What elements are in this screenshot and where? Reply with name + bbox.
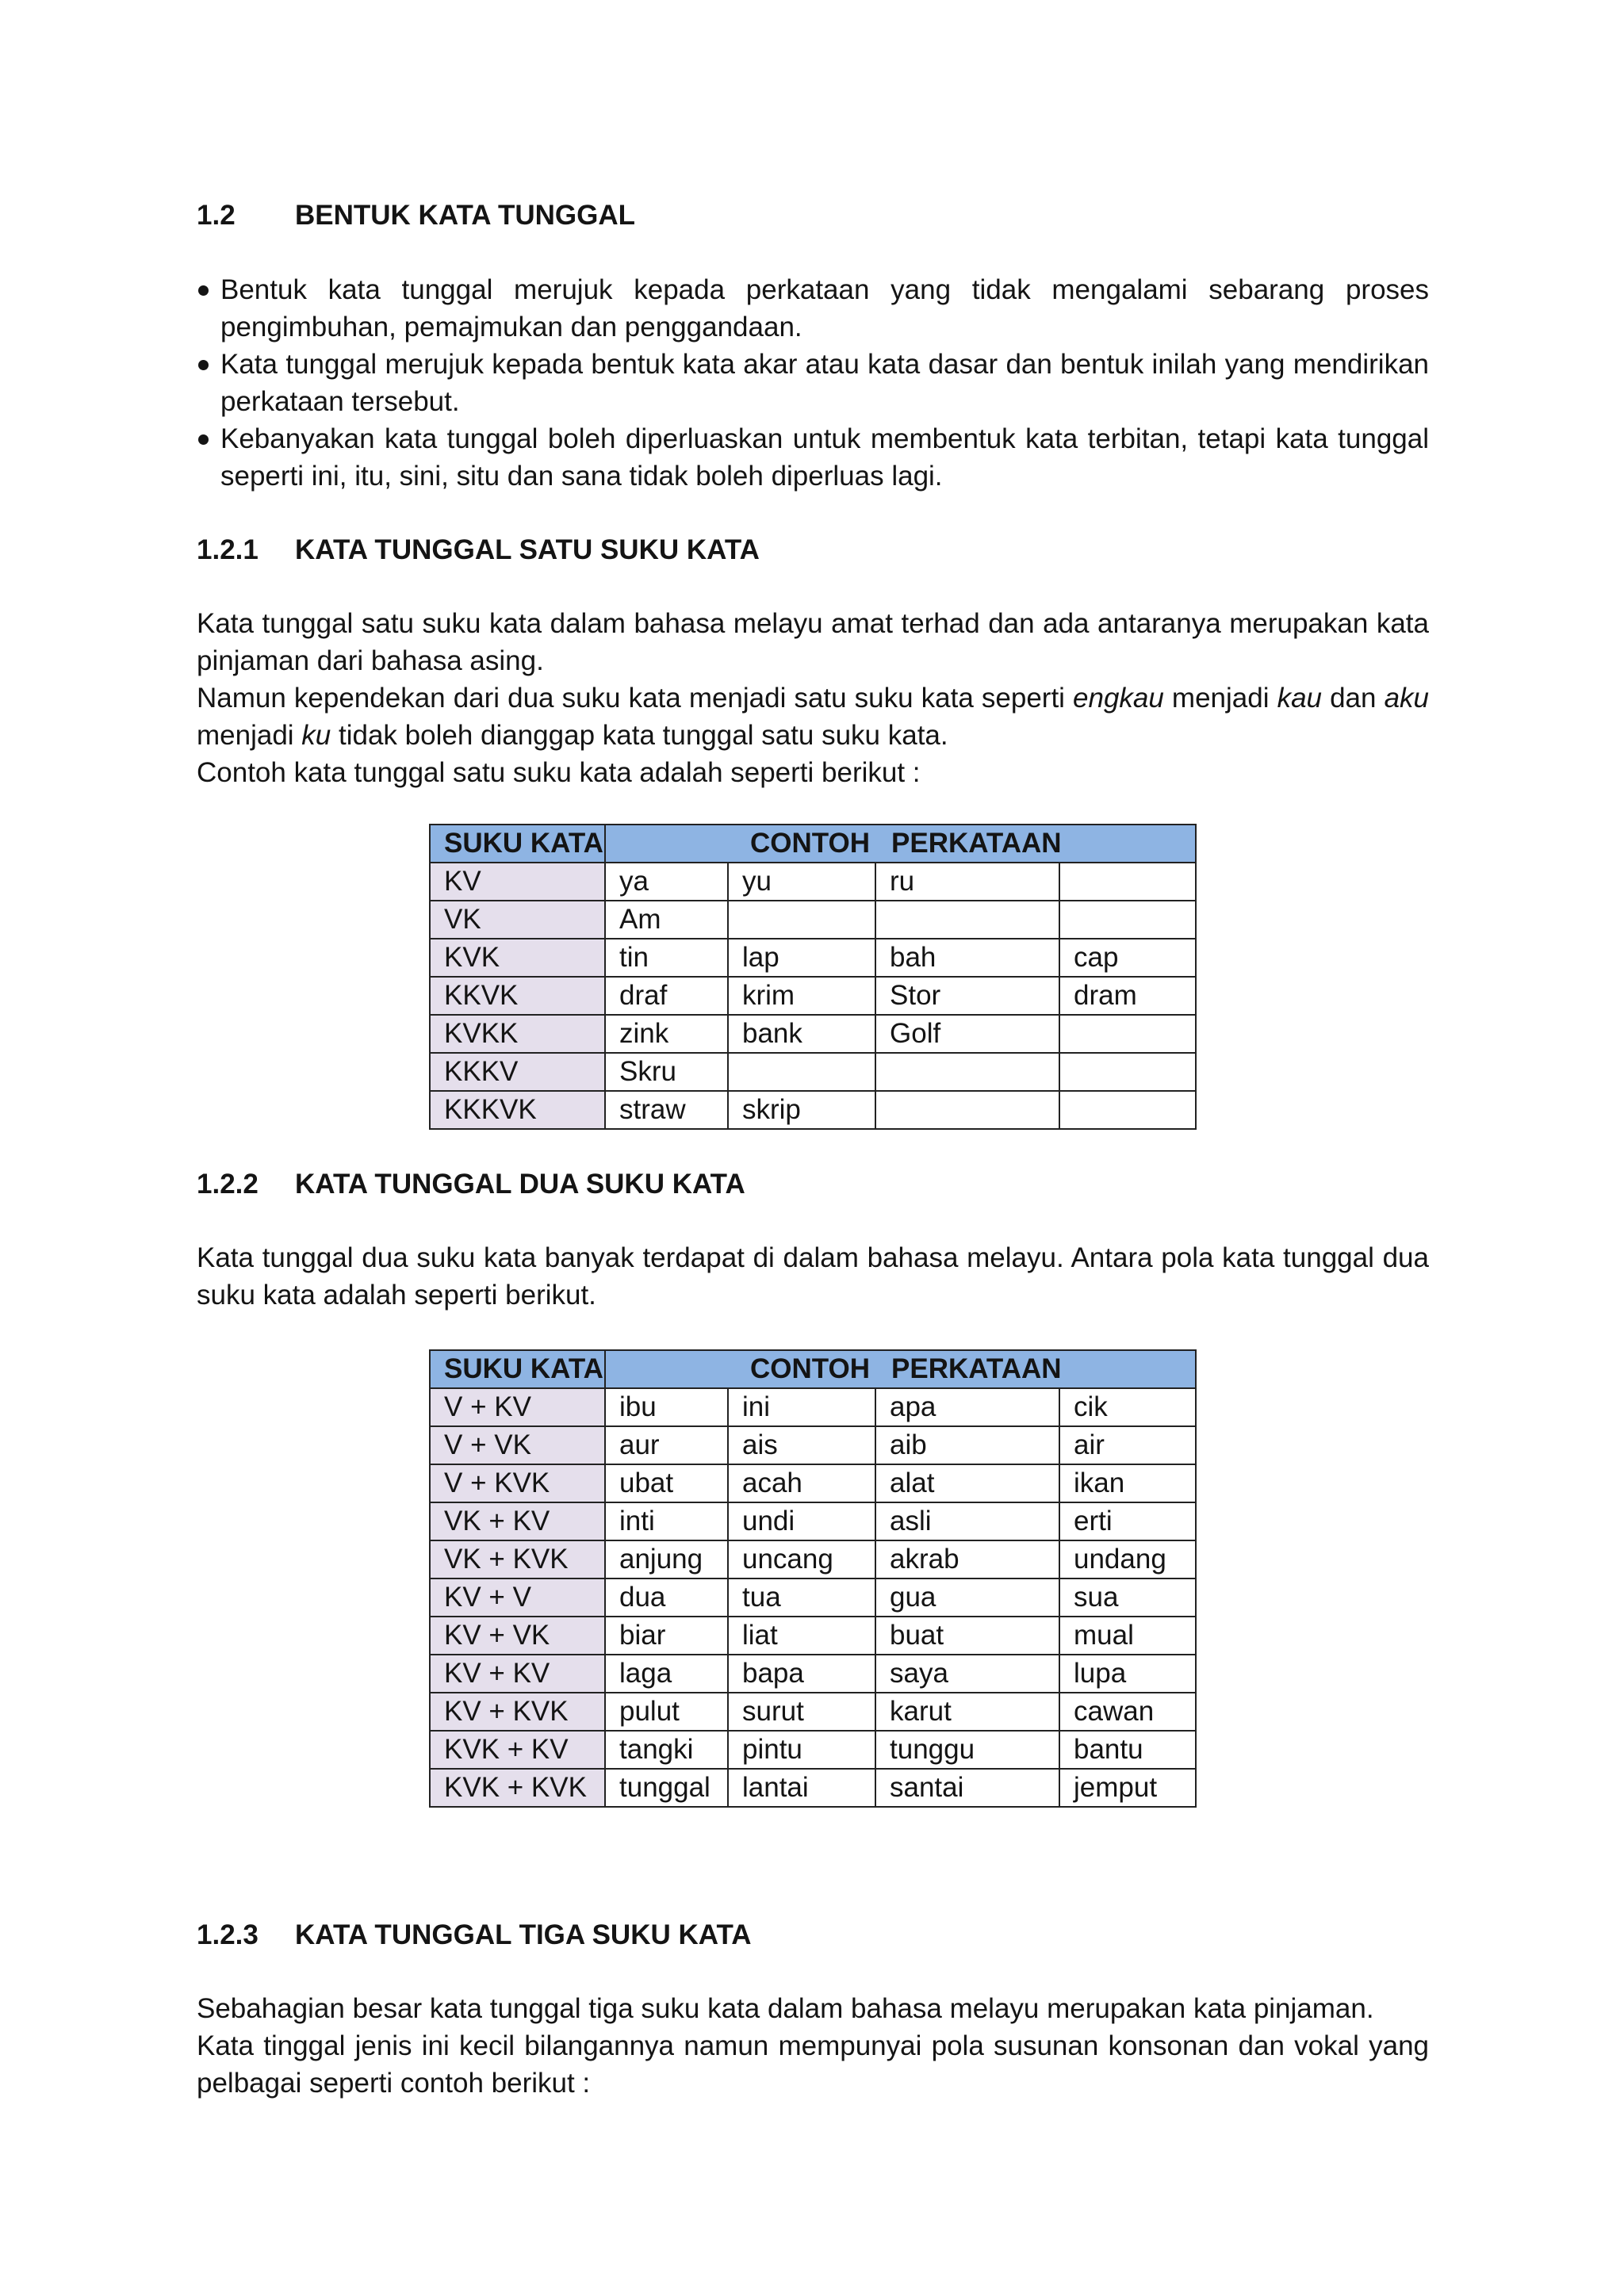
subsection-number: 1.2.1 <box>197 534 259 565</box>
contoh-cell: cik <box>1059 1388 1196 1426</box>
table-row <box>430 1388 1196 1426</box>
contoh-cell: tunggu <box>875 1731 1059 1769</box>
contoh-cell: bantu <box>1059 1731 1196 1769</box>
bullet-dot-icon <box>198 434 209 445</box>
table-header-row <box>430 1350 1196 1388</box>
bullet-dot-icon <box>198 360 209 370</box>
suku-kata-cell: KV <box>430 863 605 901</box>
contoh-cell: alat <box>875 1464 1059 1502</box>
table-header-row <box>430 825 1196 863</box>
subsection-number: 1.2.3 <box>197 1919 259 1950</box>
table-row <box>430 939 1196 977</box>
table-row <box>430 1015 1196 1053</box>
contoh-cell: tunggal <box>605 1769 728 1807</box>
contoh-cell <box>1059 1091 1196 1129</box>
contoh-cell: lupa <box>1059 1655 1196 1693</box>
paragraph: Kata tunggal satu suku kata dalam bahasa melayu amat terhad dan ada antaranya merupakan kata pinjaman dari bahasa asing. <box>197 608 1429 676</box>
contoh-cell <box>1059 1053 1196 1091</box>
contoh-cell: Am <box>605 901 728 939</box>
header-contoh: CONTOH <box>750 1353 871 1384</box>
header-perkataan: PERKATAAN <box>891 828 1062 859</box>
contoh-cell: pulut <box>605 1693 728 1731</box>
contoh-cell: ubat <box>605 1464 728 1502</box>
table-row <box>430 863 1196 901</box>
suku-kata-cell: V + KVK <box>430 1464 605 1502</box>
contoh-cell: zink <box>605 1015 728 1053</box>
contoh-cell: ini <box>728 1388 875 1426</box>
contoh-cell: liat <box>728 1617 875 1655</box>
table-row <box>430 1617 1196 1655</box>
contoh-cell: krim <box>728 977 875 1015</box>
contoh-cell: jemput <box>1059 1769 1196 1807</box>
contoh-cell: sua <box>1059 1578 1196 1617</box>
section-heading <box>197 197 635 234</box>
suku-kata-cell: KVKK <box>430 1015 605 1053</box>
suku-kata-cell: VK + KVK <box>430 1540 605 1578</box>
suku-kata-cell: KVK + KV <box>430 1731 605 1769</box>
suku-kata-cell: KVK + KVK <box>430 1769 605 1807</box>
contoh-cell: karut <box>875 1693 1059 1731</box>
contoh-cell: straw <box>605 1091 728 1129</box>
contoh-cell <box>1059 1015 1196 1053</box>
contoh-cell: Skru <box>605 1053 728 1091</box>
contoh-cell: surut <box>728 1693 875 1731</box>
suku-kata-cell: VK <box>430 901 605 939</box>
contoh-cell: mual <box>1059 1617 1196 1655</box>
suku-kata-cell: V + VK <box>430 1426 605 1464</box>
contoh-cell: ru <box>875 863 1059 901</box>
contoh-cell: tangki <box>605 1731 728 1769</box>
syllable-table-1 <box>429 824 1197 1130</box>
contoh-cell: akrab <box>875 1540 1059 1578</box>
suku-kata-cell: KKVK <box>430 977 605 1015</box>
contoh-cell: draf <box>605 977 728 1015</box>
contoh-cell: buat <box>875 1617 1059 1655</box>
header-contoh-perkataan <box>605 1350 1196 1388</box>
suku-kata-cell: KKKV <box>430 1053 605 1091</box>
table-row <box>430 1091 1196 1129</box>
contoh-cell: cawan <box>1059 1693 1196 1731</box>
suku-kata-cell: VK + KV <box>430 1502 605 1540</box>
contoh-cell: yu <box>728 863 875 901</box>
suku-kata-cell: KVK <box>430 939 605 977</box>
table-row <box>430 1731 1196 1769</box>
contoh-cell: bapa <box>728 1655 875 1693</box>
table-row <box>430 1540 1196 1578</box>
contoh-cell: ya <box>605 863 728 901</box>
contoh-cell <box>728 1053 875 1091</box>
contoh-cell: santai <box>875 1769 1059 1807</box>
table-row <box>430 1053 1196 1091</box>
paragraph: Namun kependekan dari dua suku kata menjadi satu suku kata seperti engkau menjadi kau dan aku menjadi ku tidak boleh dianggap kata tunggal satu suku kata. <box>197 683 1429 751</box>
contoh-cell: asli <box>875 1502 1059 1540</box>
table-row <box>430 1426 1196 1464</box>
section-number: 1.2 <box>197 200 236 231</box>
contoh-cell <box>875 1091 1059 1129</box>
contoh-cell: bank <box>728 1015 875 1053</box>
suku-kata-cell: KV + KV <box>430 1655 605 1693</box>
bullet-item: Kebanyakan kata tunggal boleh diperluaskan untuk membentuk kata terbitan, tetapi kata tunggal seperti ini, itu, sini, situ dan sana tidak boleh diperluas lagi. <box>197 420 1429 495</box>
contoh-cell <box>875 1053 1059 1091</box>
contoh-cell: Golf <box>875 1015 1059 1053</box>
contoh-cell: dua <box>605 1578 728 1617</box>
suku-kata-cell: KV + KVK <box>430 1693 605 1731</box>
contoh-cell: inti <box>605 1502 728 1540</box>
table-row <box>430 1655 1196 1693</box>
sub2-paragraphs <box>197 1239 1429 1314</box>
table-row <box>430 901 1196 939</box>
contoh-cell: aur <box>605 1426 728 1464</box>
suku-kata-cell: KV + VK <box>430 1617 605 1655</box>
bullet-item: Kata tunggal merujuk kepada bentuk kata akar atau kata dasar dan bentuk inilah yang mendirikan perkataan tersebut. <box>197 346 1429 420</box>
bullet-list <box>197 271 1429 495</box>
bullet-list-block <box>197 271 1429 495</box>
subsection-title: KATA TUNGGAL SATU SUKU KATA <box>295 534 760 565</box>
header-contoh-perkataan <box>605 825 1196 863</box>
table-row <box>430 977 1196 1015</box>
subsection-title: KATA TUNGGAL DUA SUKU KATA <box>295 1169 745 1200</box>
subsection-number: 1.2.2 <box>197 1169 259 1200</box>
contoh-cell: tua <box>728 1578 875 1617</box>
subsection-title: KATA TUNGGAL TIGA SUKU KATA <box>295 1919 752 1950</box>
contoh-cell <box>1059 863 1196 901</box>
header-suku-kata: SUKU KATA <box>430 1350 605 1388</box>
contoh-cell <box>875 901 1059 939</box>
contoh-cell: lantai <box>728 1769 875 1807</box>
suku-kata-cell: KKKVK <box>430 1091 605 1129</box>
bullet-item: Bentuk kata tunggal merujuk kepada perkataan yang tidak mengalami sebarang proses pengimbuhan, pemajmukan dan penggandaan. <box>197 271 1429 346</box>
header-perkataan: PERKATAAN <box>891 1353 1062 1384</box>
contoh-cell: pintu <box>728 1731 875 1769</box>
contoh-cell: apa <box>875 1388 1059 1426</box>
syllable-table-2 <box>429 1349 1197 1808</box>
paragraph: Kata tunggal dua suku kata banyak terdapat di dalam bahasa melayu. Antara pola kata tunggal dua suku kata adalah seperti berikut. <box>197 1242 1429 1311</box>
contoh-cell: dram <box>1059 977 1196 1015</box>
contoh-cell: uncang <box>728 1540 875 1578</box>
contoh-cell: laga <box>605 1655 728 1693</box>
contoh-cell: tin <box>605 939 728 977</box>
contoh-cell: acah <box>728 1464 875 1502</box>
paragraph: Sebahagian besar kata tunggal tiga suku kata dalam bahasa melayu merupakan kata pinjaman. <box>197 1993 1374 2024</box>
contoh-cell: ikan <box>1059 1464 1196 1502</box>
header-contoh: CONTOH <box>750 828 871 859</box>
suku-kata-cell: V + KV <box>430 1388 605 1426</box>
sub1-paragraphs <box>197 605 1429 791</box>
contoh-cell: bah <box>875 939 1059 977</box>
contoh-cell: ais <box>728 1426 875 1464</box>
subsection-heading-3 <box>197 1916 752 1954</box>
contoh-cell: undi <box>728 1502 875 1540</box>
contoh-cell: cap <box>1059 939 1196 977</box>
contoh-cell: gua <box>875 1578 1059 1617</box>
contoh-cell <box>728 901 875 939</box>
paragraph: Contoh kata tunggal satu suku kata adalah seperti berikut : <box>197 757 921 788</box>
paragraph: Kata tinggal jenis ini kecil bilangannya namun mempunyai pola susunan konsonan dan vokal yang pelbagai seperti contoh berikut : <box>197 2030 1429 2099</box>
contoh-cell: biar <box>605 1617 728 1655</box>
contoh-cell: erti <box>1059 1502 1196 1540</box>
table-row <box>430 1464 1196 1502</box>
subsection-heading-1 <box>197 531 760 568</box>
contoh-cell: ibu <box>605 1388 728 1426</box>
contoh-cell: Stor <box>875 977 1059 1015</box>
contoh-cell: lap <box>728 939 875 977</box>
table-row <box>430 1578 1196 1617</box>
contoh-cell: skrip <box>728 1091 875 1129</box>
contoh-cell: undang <box>1059 1540 1196 1578</box>
contoh-cell: anjung <box>605 1540 728 1578</box>
contoh-cell: saya <box>875 1655 1059 1693</box>
section-title: BENTUK KATA TUNGGAL <box>295 200 636 231</box>
contoh-cell: aib <box>875 1426 1059 1464</box>
contoh-cell: air <box>1059 1426 1196 1464</box>
sub3-paragraphs <box>197 1990 1429 2102</box>
table-row <box>430 1693 1196 1731</box>
contoh-cell <box>1059 901 1196 939</box>
suku-kata-cell: KV + V <box>430 1578 605 1617</box>
header-suku-kata: SUKU KATA <box>430 825 605 863</box>
subsection-heading-2 <box>197 1165 745 1203</box>
table-row <box>430 1769 1196 1807</box>
bullet-dot-icon <box>198 285 209 296</box>
table-row <box>430 1502 1196 1540</box>
